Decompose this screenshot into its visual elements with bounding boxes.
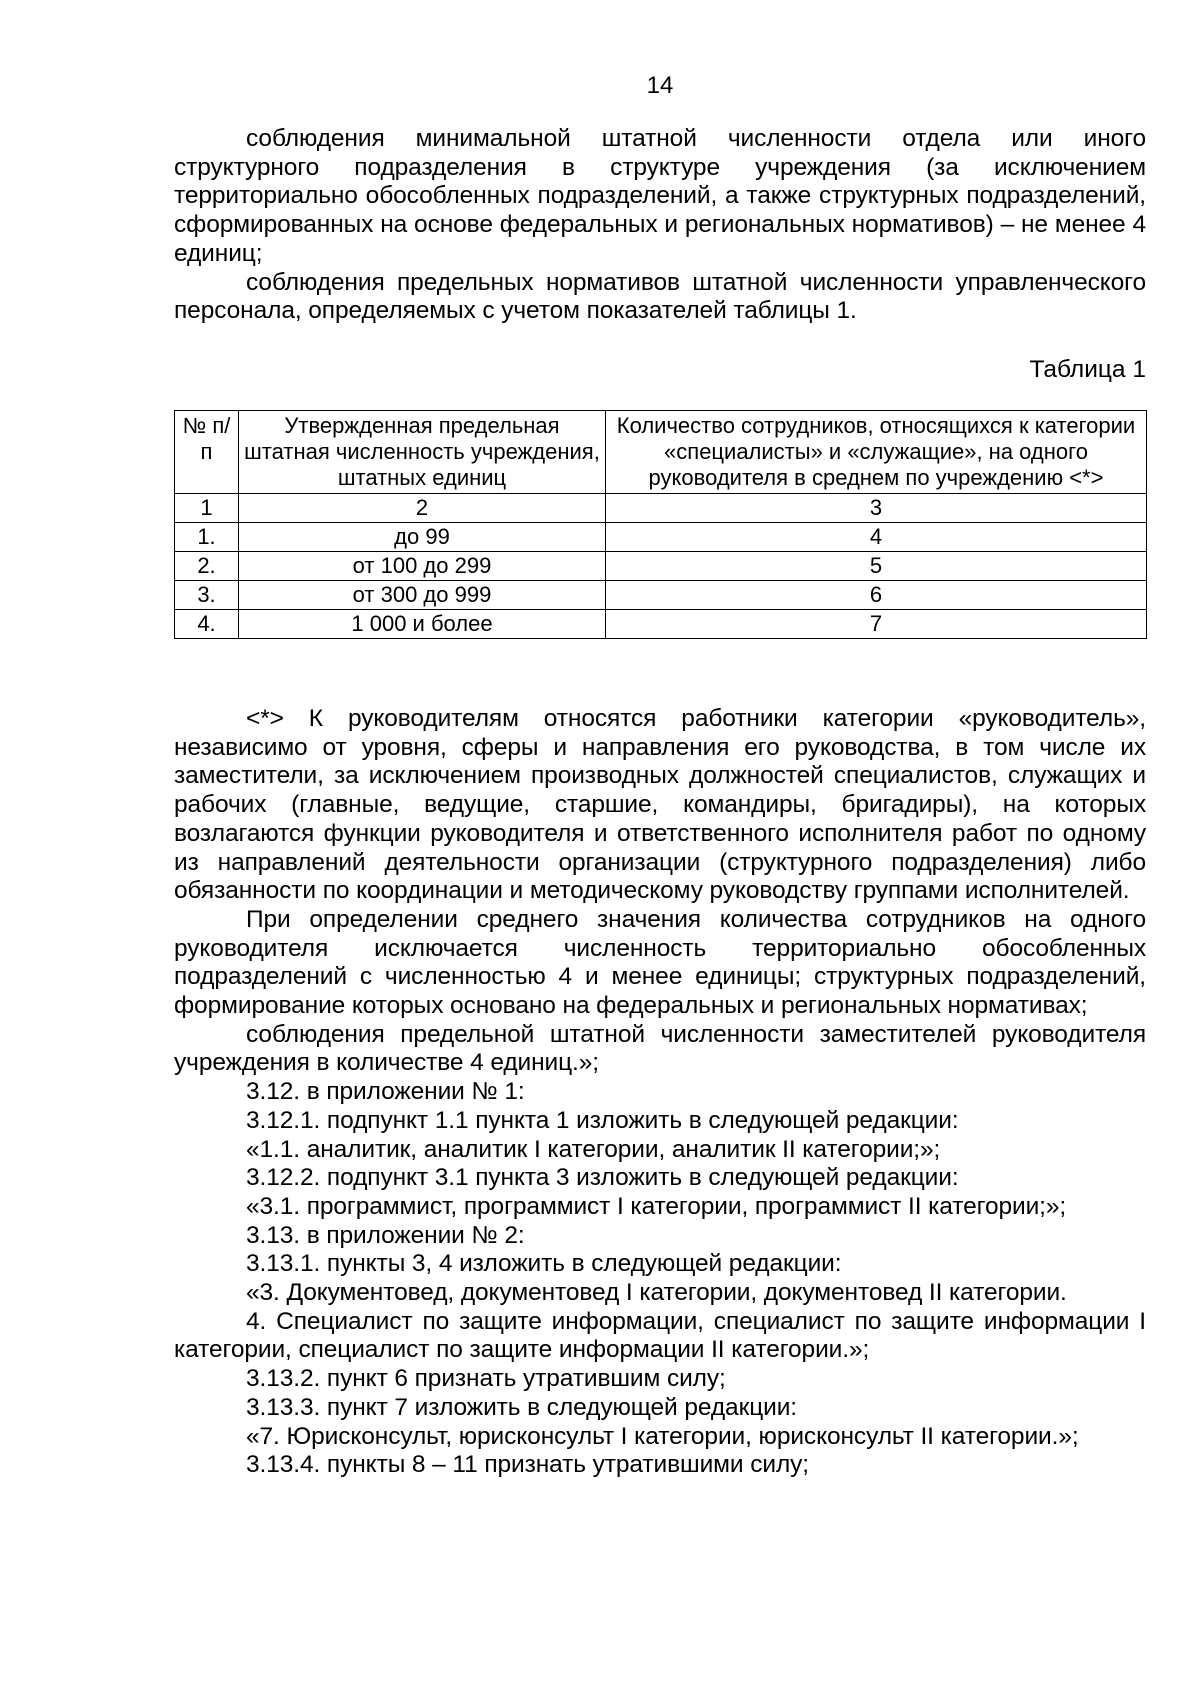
paragraph: 3.12.2. подпункт 3.1 пункта 3 изложить в следующей редакции: (246, 1164, 959, 1192)
paragraph: соблюдения предельной штатной численности заместителей руководителя учреждения в количестве 4 единиц.»; (174, 1020, 1146, 1077)
paragraph: 3.13.4. пункты 8 – 11 признать утратившими силу; (246, 1451, 810, 1479)
table-header-cell: Количество сотрудников, относящихся к категории «специалисты» и «служащие», на одного руководителя в среднем по учреждению <*> (606, 411, 1147, 494)
table-header-cell: Утвержденная предельная штатная численность учреждения, штатных единиц (239, 411, 606, 494)
table-row (175, 610, 1147, 639)
paragraph: соблюдения предельных нормативов штатной численности управленческого персонала, определяемых с учетом показателей таблицы 1. (174, 268, 1146, 325)
paragraph: «3. Документовед, документовед I категории, документовед II категории. (246, 1279, 1067, 1307)
footnote-paragraph: <*> К руководителям относятся работники категории «руководитель», независимо от уровня, сферы и направления его руководства, в том числе их заместители, за исключением производных должностей специалистов, служащих и рабочих (главные, ведущие, старшие, командиры, бригадиры), на которых возлагаются функции руководителя и ответственного исполнителя работ по одному из направлений деятельности организации (структурного подразделения) либо обязанности по координации и методическому руководству группами исполнителей. (174, 705, 1146, 905)
text-block-bottom (174, 705, 1146, 1480)
table-caption: Таблица 1 (1029, 356, 1146, 383)
table-cell: 1 000 и более (239, 610, 606, 639)
paragraph: 3.13.2. пункт 6 признать утратившим силу; (246, 1365, 726, 1393)
table-row (175, 581, 1147, 610)
table-cell: 1 (175, 494, 239, 523)
table-cell: 2 (239, 494, 606, 523)
table-row (175, 494, 1147, 523)
table-cell: 4 (606, 523, 1147, 552)
paragraph: «7. Юрисконсульт, юрисконсульт I категории, юрисконсульт II категории.»; (246, 1422, 1079, 1450)
table-row (175, 523, 1147, 552)
table-cell: 7 (606, 610, 1147, 639)
paragraph: «1.1. аналитик, аналитик I категории, аналитик II категории;»; (246, 1135, 941, 1163)
table-header-cell: № п/п (175, 411, 239, 494)
staffing-norms-table (174, 410, 1147, 639)
table-row (175, 552, 1147, 581)
table-cell: 5 (606, 552, 1147, 581)
table-header-row (175, 411, 1147, 494)
paragraph: 3.13.1. пункты 3, 4 изложить в следующей редакции: (246, 1250, 842, 1278)
table-cell: 4. (175, 610, 239, 639)
text-block-top (174, 125, 1146, 326)
table-cell: 3 (606, 494, 1147, 523)
table-cell: 3. (175, 581, 239, 610)
table-cell: от 300 до 999 (239, 581, 606, 610)
table-cell: до 99 (239, 523, 606, 552)
paragraph: При определении среднего значения количества сотрудников на одного руководителя исключается численность территориально обособленных подразделений с численностью 4 и менее единицы; структурных подразделений, формирование которых основано на федеральных и региональных нормативах; (174, 905, 1146, 1020)
paragraph: соблюдения минимальной штатной численности отдела или иного структурного подразделения в структуре учреждения (за исключением территориально обособленных подразделений, а также структурных подразделений, сформированных на основе федеральных и региональных нормативов) – не менее 4 единиц; (174, 125, 1146, 267)
table-cell: 2. (175, 552, 239, 581)
table-cell: от 100 до 299 (239, 552, 606, 581)
page-number: 14 (646, 72, 674, 99)
table-cell: 1. (175, 523, 239, 552)
paragraph: 3.12.1. подпункт 1.1 пункта 1 изложить в следующей редакции: (246, 1106, 959, 1134)
paragraph: 3.13.3. пункт 7 изложить в следующей редакции: (246, 1393, 798, 1421)
paragraph: 4. Специалист по защите информации, специалист по защите информации I категории, специалист по защите информации II категории.»; (174, 1307, 1146, 1364)
paragraph: «3.1. программист, программист I категории, программист II категории;»; (246, 1192, 1067, 1220)
paragraph: 3.12. в приложении № 1: (246, 1078, 525, 1106)
paragraph: 3.13. в приложении № 2: (246, 1221, 525, 1249)
table-cell: 6 (606, 581, 1147, 610)
